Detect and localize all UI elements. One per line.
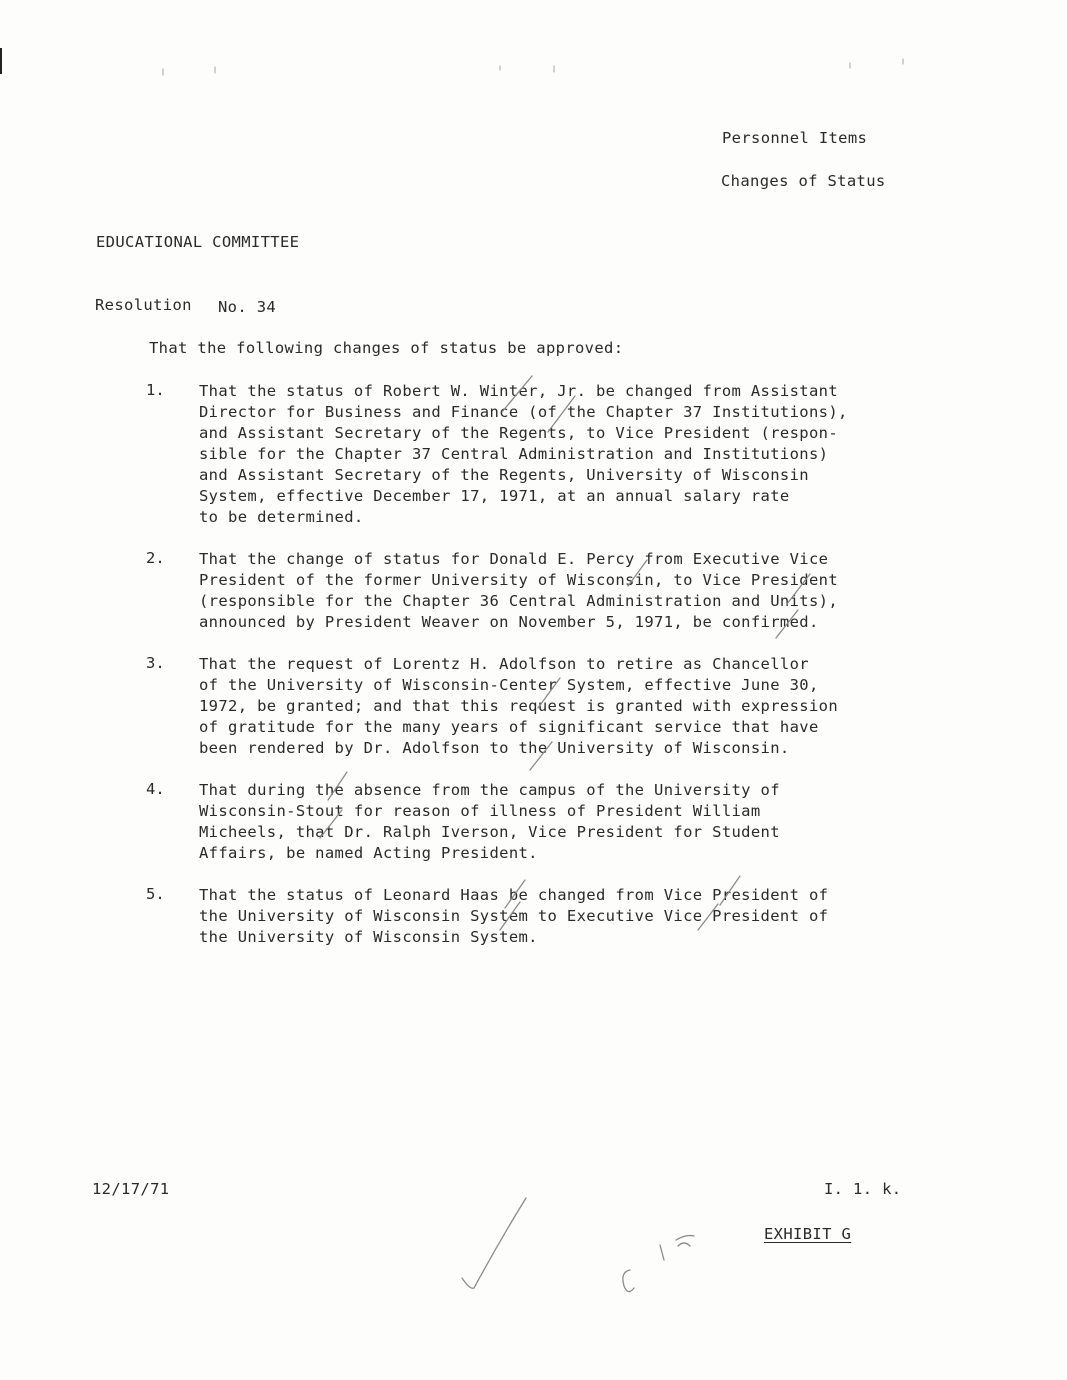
item-text: That during the absence from the campus of the University of Wisconsin-Stout for reason of illness of President William Micheels, that Dr. Ralph Iverson, Vice President for Student Affairs, be named Acting President. bbox=[199, 781, 780, 862]
item-text: That the status of Leonard Haas be changed from Vice President of the University of Wisconsin System to Executive Vice President of the University of Wisconsin System. bbox=[199, 886, 829, 946]
item-number: 3. bbox=[146, 654, 165, 672]
handwritten-stroke bbox=[660, 1245, 664, 1260]
header-personnel-items: Personnel Items bbox=[722, 129, 868, 147]
intro-sentence: That the following changes of status be approved: bbox=[149, 339, 624, 357]
resolution-label: Resolution bbox=[95, 296, 192, 314]
handwritten-stroke bbox=[676, 1236, 694, 1247]
checkmark bbox=[462, 1198, 526, 1288]
page-edge-mark bbox=[0, 48, 2, 74]
item-number: 4. bbox=[146, 780, 165, 798]
exhibit-label: EXHIBIT G bbox=[764, 1225, 852, 1243]
footer-code: I. 1. k. bbox=[824, 1180, 902, 1198]
handwritten-initial bbox=[623, 1270, 634, 1292]
item-text: That the change of status for Donald E. Percy from Executive Vice President of the former University of Wisconsin, to Vice President (responsible for the Chapter 36 Central Administration and Units), announced by President Weaver on November 5, 1971, be confirmed. bbox=[199, 550, 838, 631]
item-text: That the request of Lorentz H. Adolfson to retire as Chancellor of the University of Wisconsin-Center System, effective June 30, 1972, be granted; and that this request is granted with expression of gratitude for the many years of significant service that have been rendered by Dr. Adolfson to the University of Wisconsin. bbox=[199, 655, 838, 757]
committee-title: EDUCATIONAL COMMITTEE bbox=[96, 233, 300, 251]
item-text: That the status of Robert W. Winter, Jr. be changed from Assistant Director for Business and Finance (of the Chapter 37 Institutions), and Assistant Secretary of the Regents, to Vice President (respon- sible for the Chapter 37 Central Administration and Institutions) and Assistant Secretary of the Regents, University of Wisconsin System, effective December 17, 1971, at an annual salary rate to be determined. bbox=[199, 382, 848, 526]
scan-specks bbox=[163, 59, 903, 75]
header-changes-of-status: Changes of Status bbox=[721, 172, 886, 190]
item-number: 2. bbox=[146, 549, 165, 567]
resolution-number: No. 34 bbox=[218, 298, 277, 316]
item-number: 1. bbox=[146, 381, 165, 399]
item-number: 5. bbox=[146, 885, 165, 903]
footer-date: 12/17/71 bbox=[92, 1180, 170, 1198]
